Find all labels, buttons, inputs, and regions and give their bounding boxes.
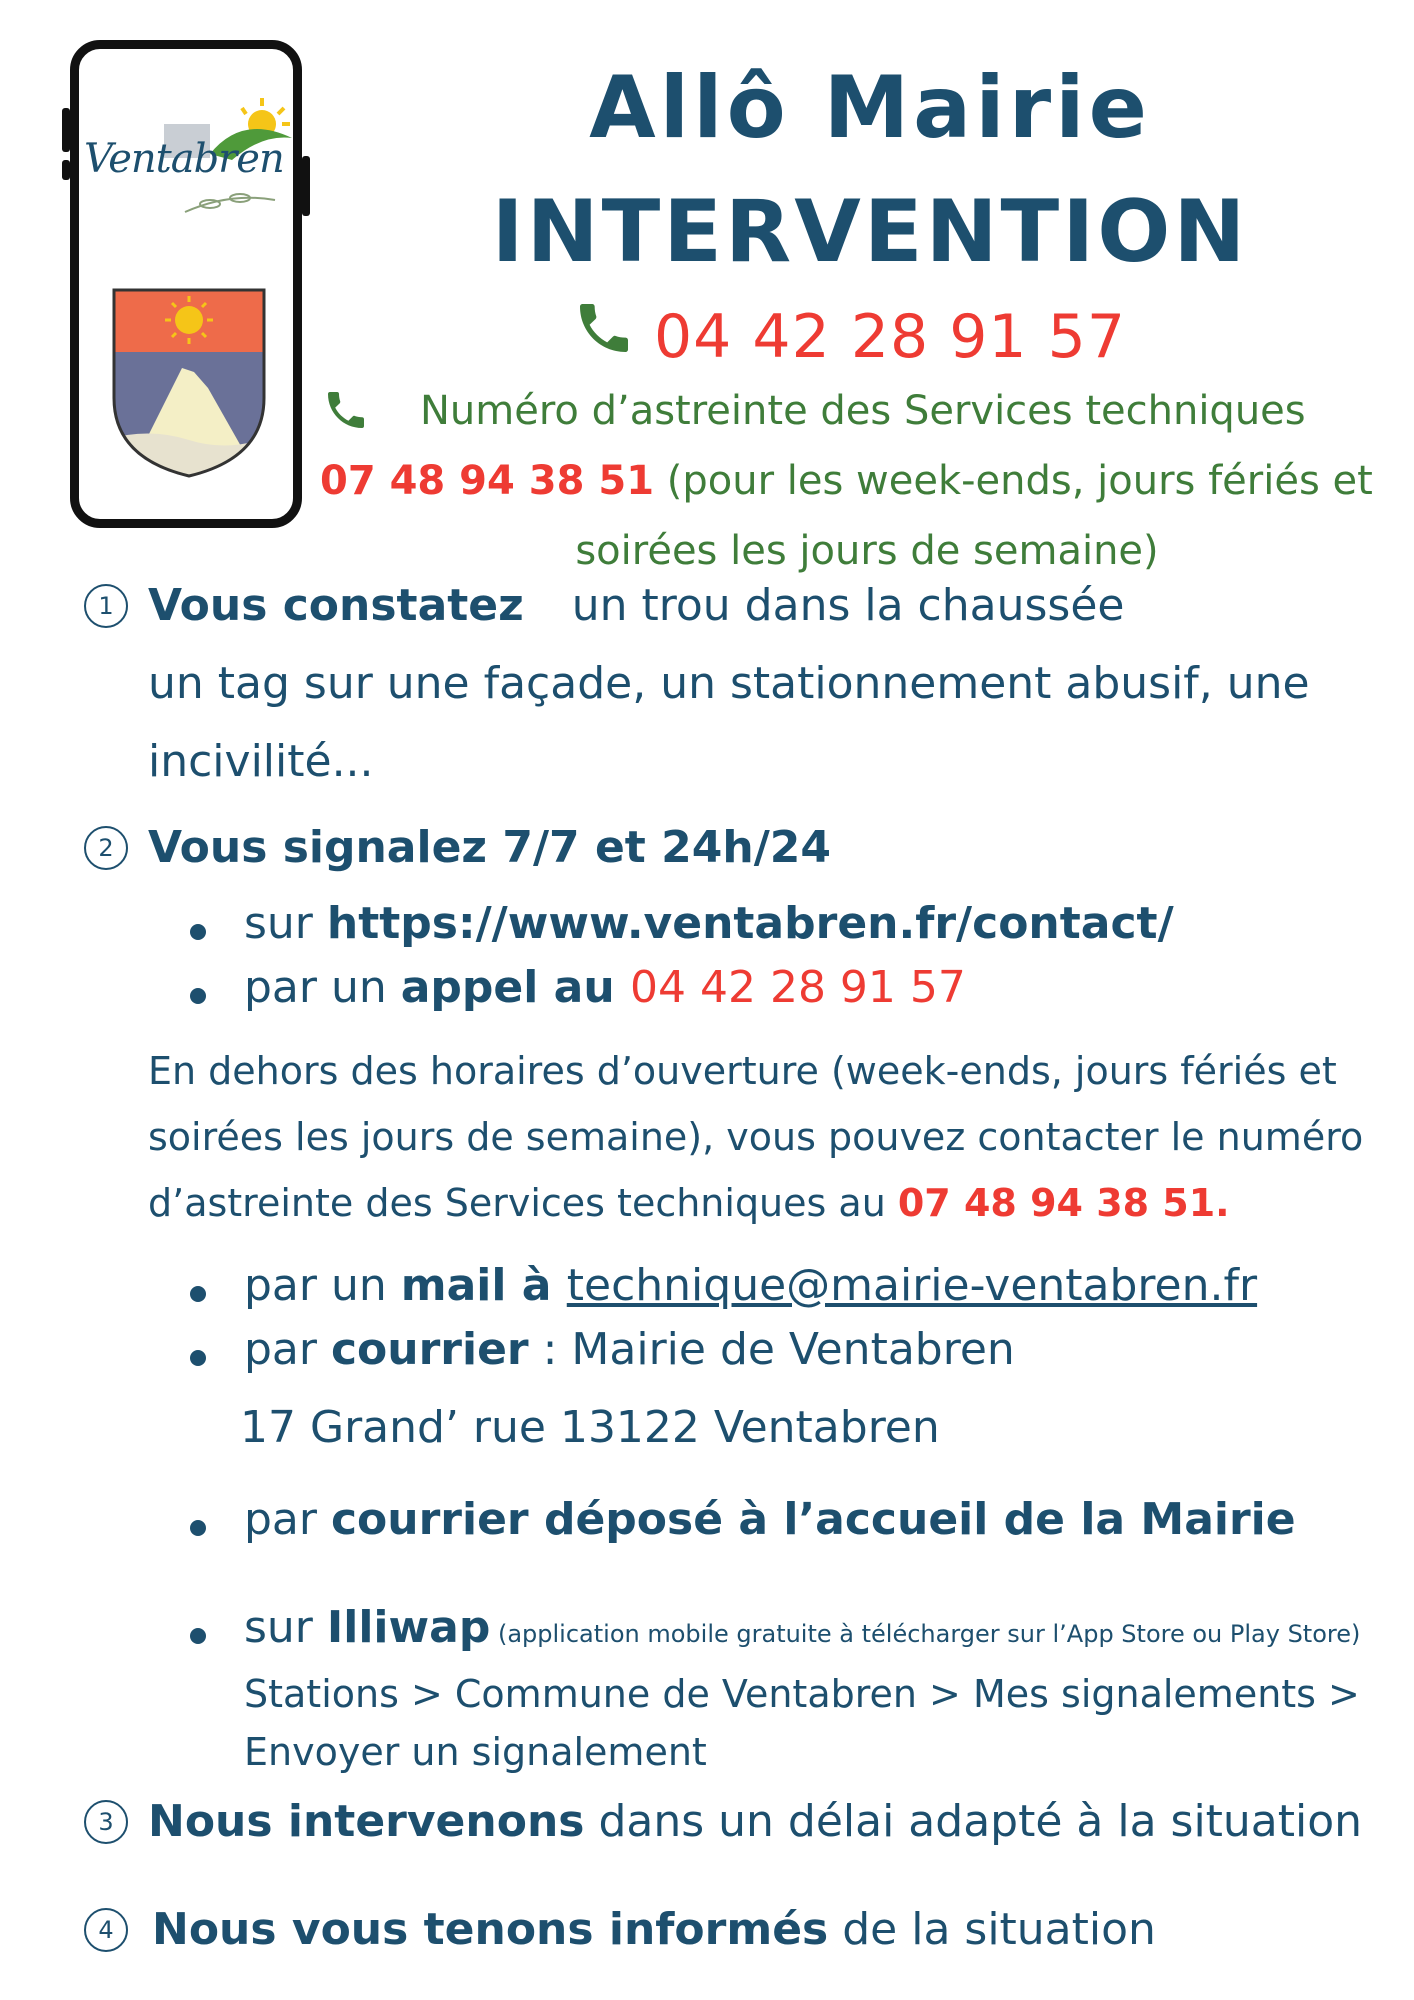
contact-link[interactable]: https://www.ventabren.fr/contact/ (326, 898, 1174, 949)
bullet-rest: : Mairie de Ventabren (528, 1324, 1015, 1375)
bullet-pre: par (244, 1494, 331, 1545)
bullet-illiwap (244, 1602, 1360, 1653)
bullet (190, 1628, 206, 1644)
bullet (190, 1286, 206, 1302)
logo-text: Ventabren (84, 136, 284, 182)
illiwap-name: Illiwap (326, 1602, 491, 1653)
oncall-note-line2: soirées les jours de semaine) (575, 528, 1159, 574)
page-subtitle: INTERVENTION (491, 182, 1249, 282)
after-hours-text: d’astreinte des Services techniques au (148, 1181, 898, 1225)
oncall-line (320, 458, 1373, 504)
phone-icon (322, 386, 370, 434)
step-number: 4 (84, 1908, 128, 1952)
phone-side-button (62, 108, 70, 152)
step2-heading: Vous signalez 7/7 et 24h/24 (148, 822, 832, 873)
phone-icon (572, 296, 636, 360)
step1-line2: un tag sur une façade, un stationnement abusif, une (148, 658, 1310, 709)
step4-head: Nous vous tenons informés (152, 1904, 829, 1955)
step1-heading (148, 580, 1124, 631)
bullet (190, 988, 206, 1004)
olive-branch-icon (180, 182, 280, 222)
coat-of-arms-icon (112, 288, 266, 478)
bullet-pre: par (244, 1324, 331, 1375)
bullet-pre: par un (244, 1260, 401, 1311)
phone-side-button (62, 160, 70, 180)
step4-heading (152, 1904, 1156, 1955)
bullet (190, 924, 206, 940)
bullet-courrier (244, 1324, 1015, 1375)
bullet (190, 1520, 206, 1536)
step1-rest: un trou dans la chaussée (571, 580, 1125, 631)
after-hours-line1: En dehors des horaires d’ouverture (week-ends, jours fériés et (148, 1049, 1337, 1093)
step-number: 2 (84, 826, 128, 870)
illiwap-path-end: Envoyer un signalement (244, 1730, 707, 1774)
step-number: 3 (84, 1800, 128, 1844)
postal-address: 17 Grand’ rue 13122 Ventabren (240, 1402, 940, 1453)
illiwap-path: Stations > Commune de Ventabren > Mes signalements > (244, 1672, 1360, 1716)
email-link[interactable]: technique@mairie-ventabren.fr (566, 1260, 1258, 1311)
step1-line3: incivilité... (148, 736, 374, 787)
ventabren-logo (84, 94, 304, 224)
step3-heading (148, 1796, 1362, 1847)
call-phone-number[interactable]: 04 42 28 91 57 (630, 962, 966, 1013)
bullet-pre: par un (244, 962, 401, 1013)
bullet (190, 1350, 206, 1366)
oncall-note: (pour les week-ends, jours fériés et (654, 458, 1373, 504)
bullet-pre: sur (244, 1602, 327, 1653)
page-title: Allô Mairie (589, 58, 1151, 158)
oncall-label: Numéro d’astreinte des Services techniques (420, 388, 1306, 434)
bullet-bold: courrier (330, 1324, 529, 1375)
illiwap-note: (application mobile gratuite à télécharger sur l’App Store ou Play Store) (490, 1620, 1361, 1648)
step1-head: Vous constatez (148, 580, 524, 631)
after-hours-line2: soirées les jours de semaine), vous pouvez contacter le numéro (148, 1115, 1364, 1159)
oncall-number[interactable]: 07 48 94 38 51 (320, 458, 655, 504)
bullet-mail (244, 1260, 1257, 1311)
after-hours-number[interactable]: 07 48 94 38 51. (897, 1181, 1230, 1225)
bullet-bold: appel au (400, 962, 630, 1013)
after-hours-line3 (148, 1170, 1382, 1236)
bullet-accueil (244, 1494, 1296, 1545)
bullet-bold: courrier déposé à l’accueil de la Mairie (330, 1494, 1296, 1545)
bullet-bold: mail à (400, 1260, 567, 1311)
step4-rest: de la situation (828, 1904, 1156, 1955)
bullet-call (244, 962, 966, 1013)
step-number: 1 (84, 584, 128, 628)
step3-head: Nous intervenons (148, 1796, 585, 1847)
bullet-website (244, 898, 1174, 949)
bullet-pre: sur (244, 898, 327, 949)
step3-rest: dans un délai adapté à la situation (584, 1796, 1363, 1847)
main-phone-number[interactable]: 04 42 28 91 57 (654, 302, 1127, 372)
phone-notch (104, 24, 140, 32)
